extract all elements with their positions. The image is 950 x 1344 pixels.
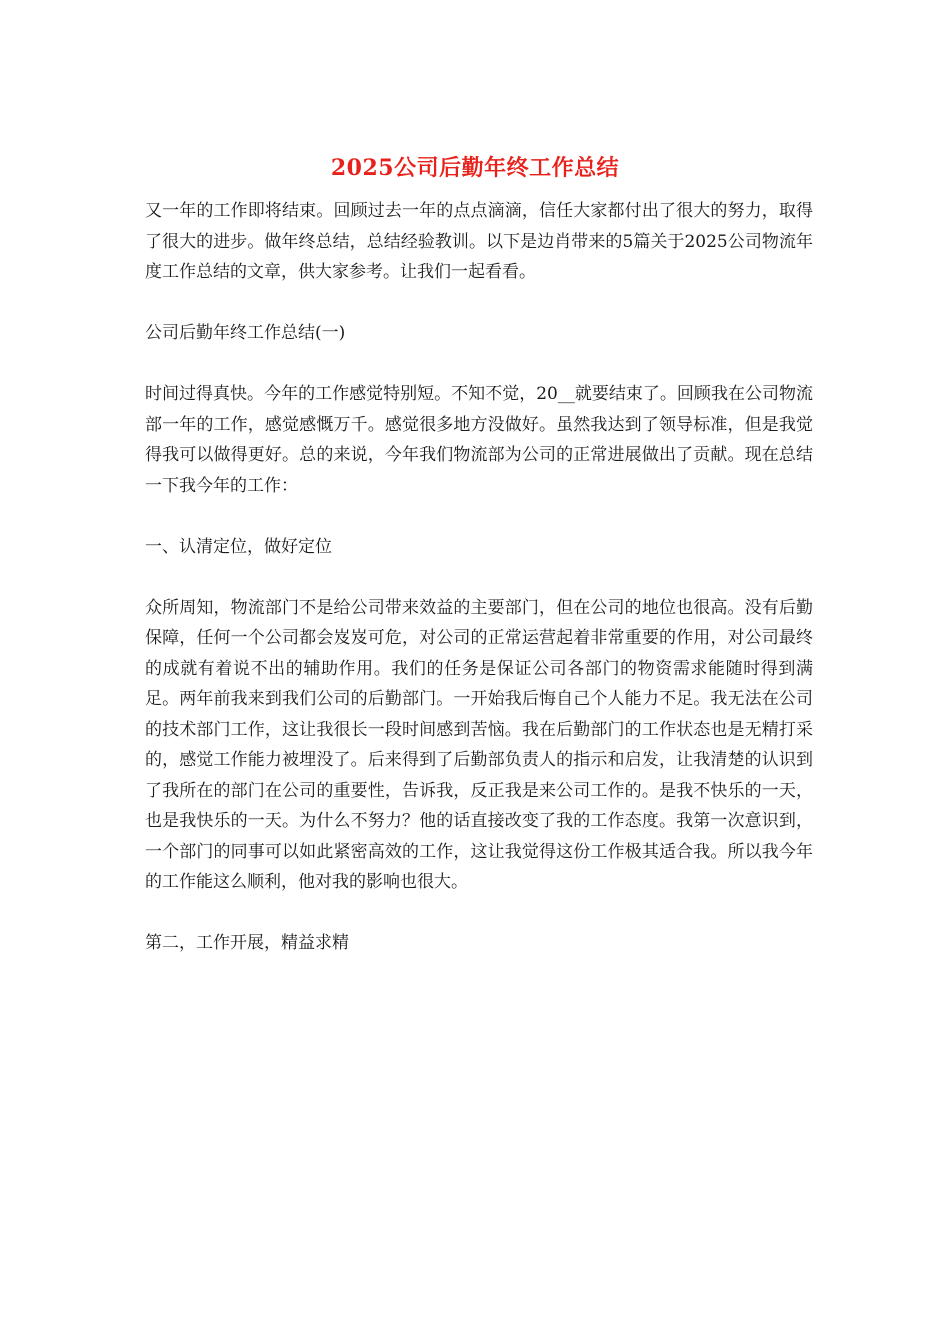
paragraph-spacer [145, 898, 813, 929]
document-title: 2025公司后勤年终工作总结 [330, 155, 620, 181]
subsection-heading: 一、认清定位，做好定位 [145, 536, 332, 557]
paragraph-spacer [145, 562, 813, 593]
body-paragraph: 时间过得真快。今年的工作感觉特别短。不知不觉，20__就要结束了。回顾我在公司物流部一年的工作，感觉感慨万千。感觉很多地方没做好。虽然我达到了领导标准，但是我觉得我可以做得更好。总的来说，今年我们物流部为公司的正常进展做出了贡献。现在总结一下我今年的工作： [145, 384, 813, 496]
paragraph-spacer [145, 288, 813, 319]
subsection-heading: 第二，工作开展，精益求精 [145, 933, 349, 953]
document-body [145, 196, 813, 959]
intro-paragraph: 又一年的工作即将结束。回顾过去一年的点点滴滴，信任大家都付出了很大的努力，取得了很大的进步。做年终总结，总结经验教训。以下是边肖带来的5篇关于2025公司物流年度工作总结的文章，供大家参考。让我们一起看看。 [145, 201, 813, 282]
paragraph-spacer [145, 501, 813, 532]
section-heading: 公司后勤年终工作总结(一) [145, 323, 346, 343]
body-paragraph: 众所周知，物流部门不是给公司带来效益的主要部门，但在公司的地位也很高。没有后勤保障，任何一个公司都会岌岌可危，对公司的正常运营起着非常重要的作用，对公司最终的成就有着说不出的辅助作用。我们的任务是保证公司各部门的物资需求能随时得到满足。两年前我来到我们公司的后勤部门。一开始我后悔自己个人能力不足。我无法在公司的技术部门工作，这让我很长一段时间感到苦恼。我在后勤部门的工作状态也是无精打采的，感觉工作能力被埋没了。后来得到了后勤部负责人的指示和启发，让我清楚的认识到了我所在的部门在公司的重要性，告诉我，反正我是来公司工作的。是我不快乐的一天，也是我快乐的一天。为什么不努力？他的话直接改变了我的工作态度。我第一次意识到，一个部门的同事可以如此紧密高效的工作，这让我觉得这份工作极其适合我。所以我今年的工作能这么顺利，他对我的影响也很大。 [145, 597, 813, 892]
paragraph-spacer [145, 349, 813, 380]
